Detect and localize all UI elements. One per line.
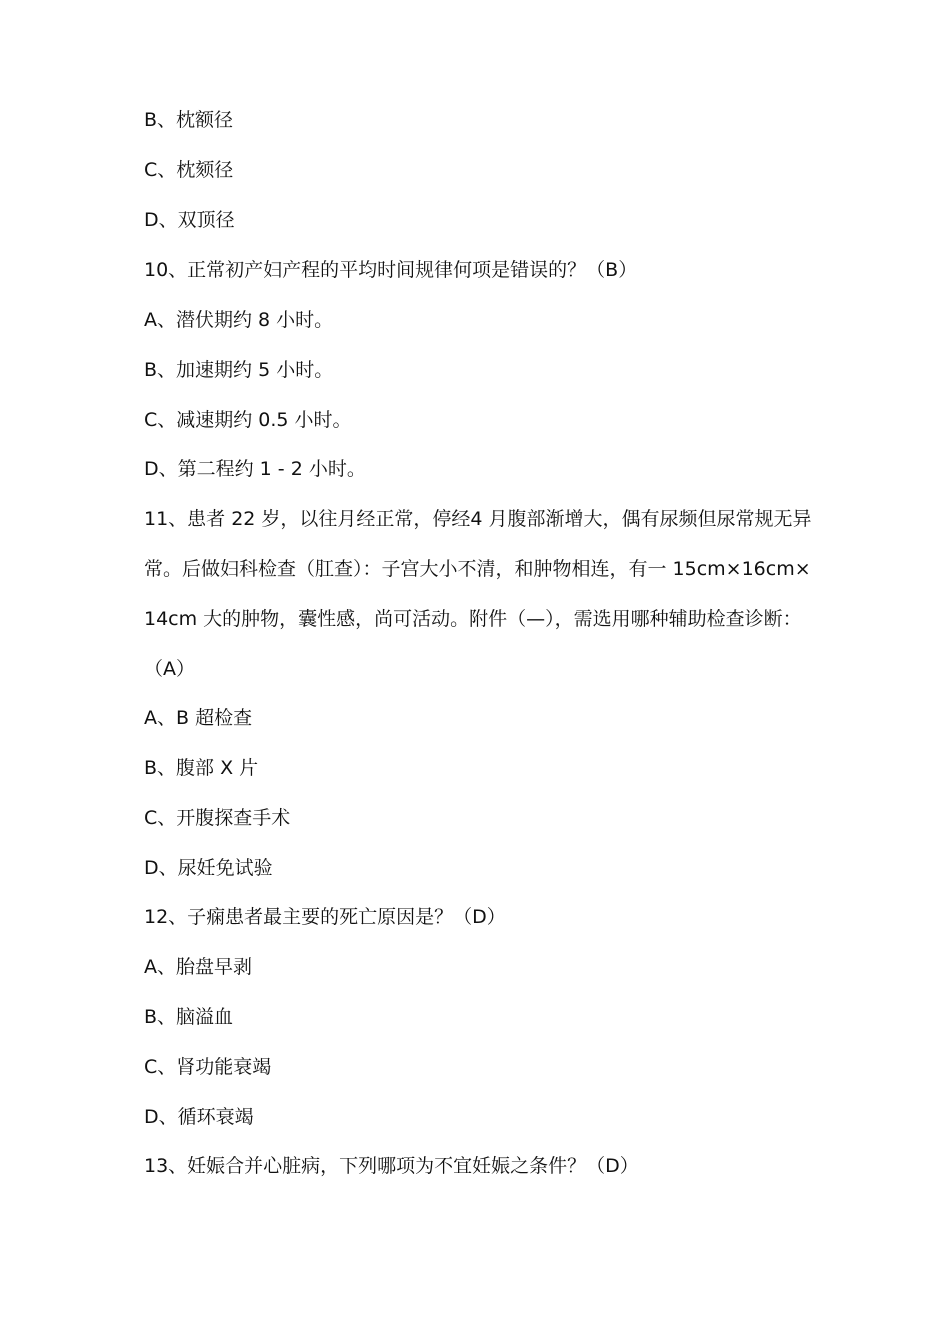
question-12: 12、子痫患者最主要的死亡原因是？（D） [144, 906, 506, 928]
option-9-c: C、枕颏径 [144, 159, 234, 181]
option-10-d: D、第二程约 1 - 2 小时。 [144, 458, 366, 480]
question-11-answer: （A） [144, 658, 195, 680]
option-11-c: C、开腹探查手术 [144, 807, 291, 829]
option-11-a: A、B 超检查 [144, 707, 253, 729]
option-12-b: B、脑溢血 [144, 1006, 234, 1028]
option-10-a: A、潜伏期约 8 小时。 [144, 309, 334, 331]
option-9-b: B、枕额径 [144, 109, 234, 131]
option-12-d: D、循环衰竭 [144, 1106, 254, 1128]
question-10: 10、正常初产妇产程的平均时间规律何项是错误的？（B） [144, 259, 638, 281]
question-13: 13、妊娠合并心脏病，下列哪项为不宜妊娠之条件？（D） [144, 1155, 639, 1177]
question-11-line-2: 常。后做妇科检查（肛查）：子宫大小不清，和肿物相连，有一 15cm×16cm× [144, 558, 811, 580]
option-9-d: D、双顶径 [144, 209, 235, 231]
option-12-c: C、肾功能衰竭 [144, 1056, 272, 1078]
option-11-d: D、尿妊免试验 [144, 857, 273, 879]
option-10-b: B、加速期约 5 小时。 [144, 359, 334, 381]
question-11-line-3: 14cm 大的肿物，囊性感，尚可活动。附件（—），需选用哪种辅助检查诊断： [144, 608, 802, 630]
option-10-c: C、减速期约 0.5 小时。 [144, 409, 352, 431]
option-12-a: A、胎盘早剥 [144, 956, 252, 978]
option-11-b: B、腹部 X 片 [144, 757, 259, 779]
question-11-line-1: 11、患者 22 岁，以往月经正常，停经4 月腹部渐增大，偶有尿频但尿常规无异 [144, 508, 812, 530]
